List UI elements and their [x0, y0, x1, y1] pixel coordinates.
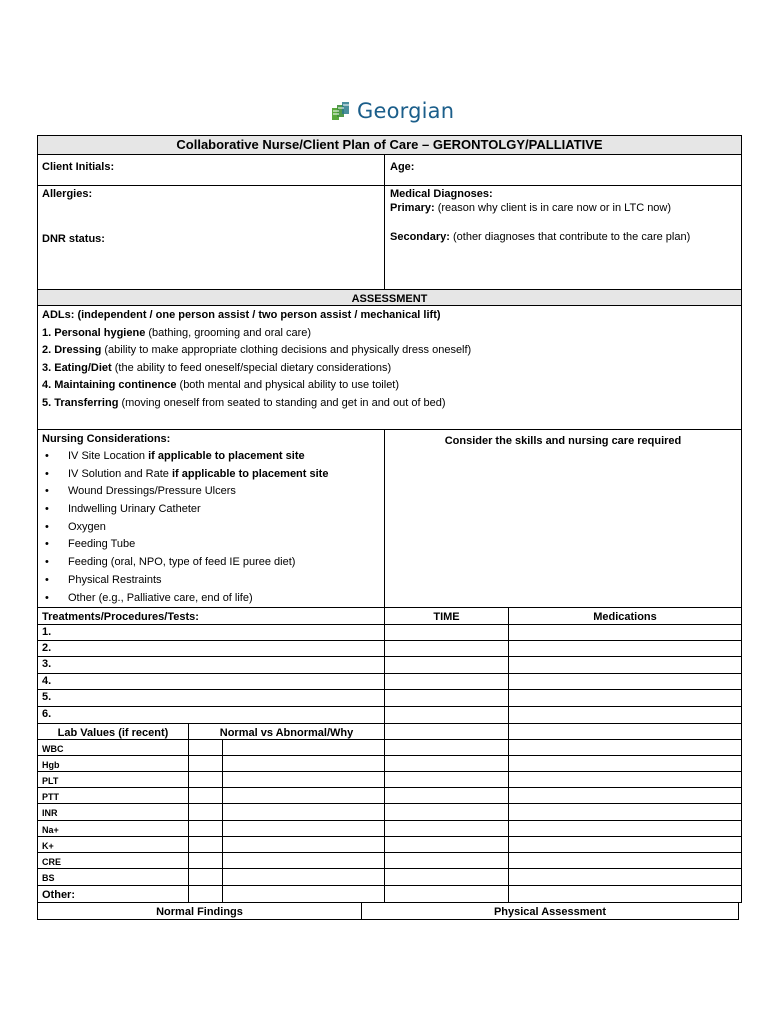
- time-cell[interactable]: [384, 706, 509, 724]
- normal-vs-abnormal-title: Normal vs Abnormal/Why: [219, 727, 354, 739]
- lab-values-header: [37, 723, 189, 740]
- lab-entry-cell[interactable]: [508, 787, 742, 804]
- secondary-line: [390, 231, 736, 243]
- treatments-header: [37, 607, 385, 625]
- table-row[interactable]: 6.: [37, 706, 385, 724]
- physical-assessment-label: Physical Assessment: [493, 906, 607, 918]
- lab-entry-cell[interactable]: [222, 820, 385, 837]
- lab-entry-cell[interactable]: [508, 868, 742, 886]
- lab-entry-cell[interactable]: [384, 836, 509, 853]
- time-cell[interactable]: [384, 673, 509, 690]
- list-item: • Feeding (oral, NPO, type of feed IE puree diet): [42, 554, 380, 572]
- nursing-considerations-cell[interactable]: [37, 429, 385, 608]
- lab-row-label[interactable]: [37, 771, 189, 788]
- lab-name: Hgb: [42, 760, 60, 770]
- adl-item: 1. Personal hygiene (bathing, grooming and oral care): [42, 326, 312, 339]
- list-item: • IV Solution and Rate if applicable to placement site: [42, 466, 380, 484]
- lab-entry-cell[interactable]: [188, 739, 223, 756]
- lab-row-label[interactable]: [37, 820, 189, 837]
- lab-row-label[interactable]: [37, 868, 189, 886]
- treatments-title: Treatments/Procedures/Tests:: [42, 611, 199, 623]
- table-row[interactable]: 5.: [37, 689, 385, 707]
- adls-cell[interactable]: [37, 305, 742, 430]
- medication-cell[interactable]: [508, 624, 742, 641]
- adl-item: 3. Eating/Diet (the ability to feed oneself/special dietary considerations): [42, 361, 392, 374]
- normal-findings-header: [37, 902, 362, 920]
- form-title-cell: [37, 135, 742, 155]
- nursing-considerations-title: Nursing Considerations:: [42, 433, 171, 445]
- lab-entry-cell[interactable]: [384, 771, 509, 788]
- lab-entry-cell[interactable]: [508, 803, 742, 821]
- list-item: • Feeding Tube: [42, 536, 380, 554]
- lab-name: WBC: [42, 744, 64, 754]
- primary-line: [390, 202, 736, 214]
- secondary-note: (other diagnoses that contribute to the care plan): [452, 231, 691, 243]
- client-initials-label: Client Initials:: [42, 161, 115, 173]
- medication-cell[interactable]: [508, 723, 742, 740]
- table-row[interactable]: 3.: [37, 656, 385, 674]
- lab-entry-cell[interactable]: [222, 852, 385, 869]
- age-label: Age:: [390, 161, 415, 173]
- lab-entry-cell[interactable]: [222, 868, 385, 886]
- physical-assessment-header: [361, 902, 739, 920]
- list-item: • Other (e.g., Palliative care, end of life): [42, 590, 380, 608]
- lab-entry-cell[interactable]: [384, 787, 509, 804]
- adl-item: 5. Transferring (moving oneself from seated to standing and get in and out of bed): [42, 396, 446, 409]
- secondary-label: Secondary:: [390, 231, 450, 243]
- nursing-considerations-list: [42, 448, 380, 607]
- medication-cell[interactable]: [508, 706, 742, 724]
- table-row[interactable]: 4.: [37, 673, 385, 690]
- consider-skills-label: Consider the skills and nursing care required: [444, 435, 682, 447]
- time-cell[interactable]: [384, 624, 509, 641]
- georgian-leaf-icon: [331, 100, 353, 122]
- lab-entry-cell[interactable]: [188, 852, 223, 869]
- assessment-header-label: ASSESSMENT: [351, 293, 428, 305]
- lab-entry-cell[interactable]: [508, 885, 742, 903]
- lab-entry-cell[interactable]: [508, 836, 742, 853]
- medical-diagnoses-cell[interactable]: [384, 185, 742, 290]
- lab-entry-cell[interactable]: [508, 771, 742, 788]
- lab-name: CRE: [42, 857, 62, 867]
- lab-entry-cell[interactable]: [222, 787, 385, 804]
- form-title: Collaborative Nurse/Client Plan of Care – GERONTOLGY/PALLIATIVE: [176, 137, 603, 152]
- medication-cell[interactable]: [508, 640, 742, 657]
- lab-name: K+: [42, 841, 54, 851]
- lab-entry-cell[interactable]: [222, 803, 385, 821]
- list-item: • IV Site Location if applicable to placement site: [42, 448, 380, 466]
- lab-row-label[interactable]: [37, 739, 189, 756]
- medication-cell[interactable]: [508, 689, 742, 707]
- lab-entry-cell[interactable]: [508, 820, 742, 837]
- time-cell[interactable]: [384, 723, 509, 740]
- lab-entry-cell[interactable]: [188, 868, 223, 886]
- lab-row-label[interactable]: [37, 787, 189, 804]
- time-label: TIME: [433, 611, 460, 623]
- consider-skills-cell[interactable]: [384, 429, 742, 608]
- lab-entry-cell[interactable]: [384, 803, 509, 821]
- lab-entry-cell[interactable]: [222, 755, 385, 772]
- lab-entry-cell[interactable]: [384, 755, 509, 772]
- lab-name: PLT: [42, 776, 59, 786]
- lab-entry-cell[interactable]: [384, 739, 509, 756]
- assessment-header: [37, 289, 742, 306]
- lab-entry-cell[interactable]: [222, 836, 385, 853]
- time-cell[interactable]: [384, 689, 509, 707]
- lab-entry-cell[interactable]: [384, 820, 509, 837]
- brand-name: Georgian: [357, 99, 455, 123]
- lab-entry-cell[interactable]: [188, 885, 223, 903]
- lab-entry-cell[interactable]: [384, 885, 509, 903]
- age-cell[interactable]: [384, 154, 742, 186]
- lab-entry-cell[interactable]: [188, 803, 223, 821]
- table-row[interactable]: 1.: [37, 624, 385, 641]
- list-item: • Physical Restraints: [42, 572, 380, 590]
- lab-entry-cell[interactable]: [508, 739, 742, 756]
- medications-label: Medications: [593, 611, 657, 623]
- lab-row-label[interactable]: [37, 755, 189, 772]
- primary-note: (reason why client is in care now or in LTC now): [437, 202, 672, 214]
- lab-entry-cell[interactable]: [188, 771, 223, 788]
- time-cell[interactable]: [384, 640, 509, 657]
- lab-entry-cell[interactable]: [188, 755, 223, 772]
- medical-diagnoses-label: Medical Diagnoses:: [390, 188, 493, 200]
- adl-item: 2. Dressing (ability to make appropriate clothing decisions and physically dress oneself): [42, 344, 472, 356]
- time-header: [384, 607, 509, 625]
- client-initials-cell[interactable]: [37, 154, 385, 186]
- allergies-label: Allergies:: [42, 188, 93, 200]
- georgian-logo: [331, 96, 454, 126]
- lab-row-label[interactable]: [37, 803, 189, 821]
- lab-row-label[interactable]: [37, 885, 189, 903]
- lab-row-label[interactable]: [37, 852, 189, 869]
- lab-entry-cell[interactable]: [188, 787, 223, 804]
- adls-title: ADLs: (independent / one person assist / two person assist / mechanical lift): [42, 309, 441, 321]
- normal-vs-abnormal-header: [188, 723, 385, 740]
- lab-entry-cell[interactable]: [188, 836, 223, 853]
- lab-entry-cell[interactable]: [222, 885, 385, 903]
- medication-cell[interactable]: [508, 673, 742, 690]
- list-item: • Oxygen: [42, 519, 380, 537]
- lab-entry-cell[interactable]: [222, 771, 385, 788]
- lab-entry-cell[interactable]: [384, 868, 509, 886]
- lab-values-title: Lab Values (if recent): [57, 727, 169, 739]
- lab-name: INR: [42, 808, 58, 818]
- primary-label: Primary:: [390, 202, 435, 214]
- lab-entry-cell[interactable]: [384, 852, 509, 869]
- lab-name: Na+: [42, 825, 59, 835]
- lab-entry-cell[interactable]: [222, 739, 385, 756]
- medication-cell[interactable]: [508, 656, 742, 674]
- dnr-status-label: DNR status:: [42, 233, 105, 245]
- allergies-cell[interactable]: [37, 185, 385, 290]
- lab-name: BS: [42, 873, 55, 883]
- list-item: • Indwelling Urinary Catheter: [42, 501, 380, 519]
- lab-entry-cell[interactable]: [508, 852, 742, 869]
- medications-header: [508, 607, 742, 625]
- lab-name: Other:: [42, 889, 75, 901]
- lab-row-label[interactable]: [37, 836, 189, 853]
- time-cell[interactable]: [384, 656, 509, 674]
- lab-entry-cell[interactable]: [188, 820, 223, 837]
- lab-name: PTT: [42, 792, 59, 802]
- normal-findings-label: Normal Findings: [156, 906, 243, 918]
- lab-entry-cell[interactable]: [508, 755, 742, 772]
- list-item: • Wound Dressings/Pressure Ulcers: [42, 483, 380, 501]
- adl-item: 4. Maintaining continence (both mental and physical ability to use toilet): [42, 379, 400, 391]
- table-row[interactable]: 2.: [37, 640, 385, 657]
